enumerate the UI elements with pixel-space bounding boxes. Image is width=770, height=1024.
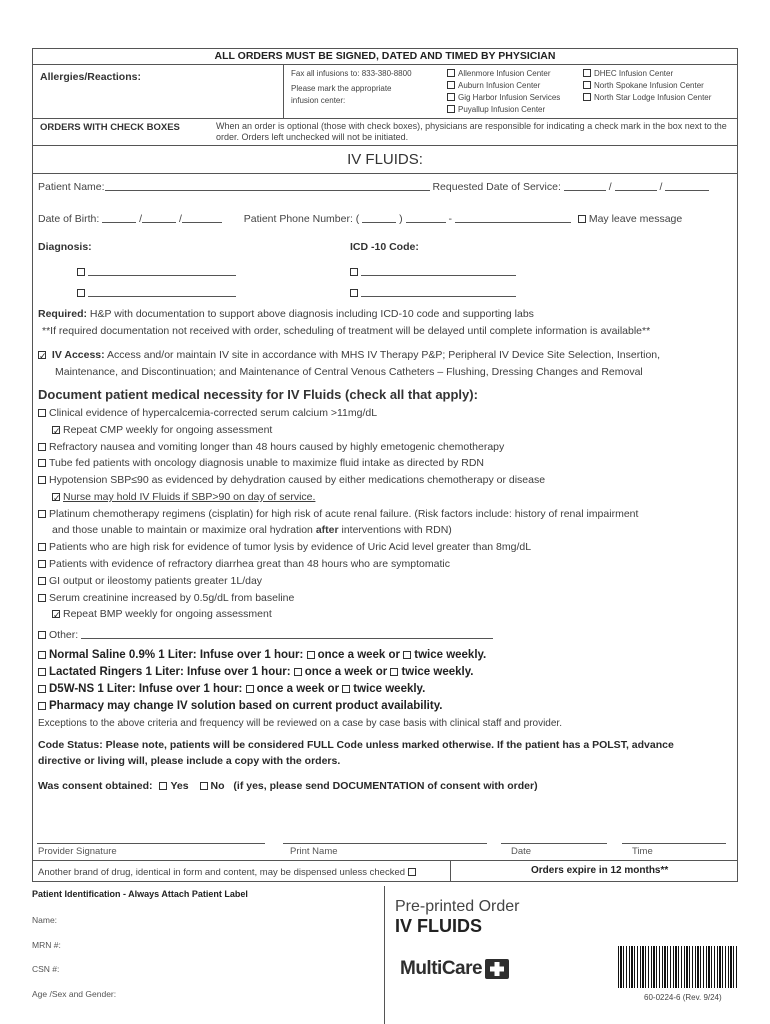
date-year-field[interactable] — [665, 181, 709, 191]
logo-icon — [485, 958, 509, 980]
frequency-label: once a week or — [256, 683, 340, 695]
icd-line[interactable] — [350, 283, 516, 301]
provider-signature-line[interactable] — [37, 843, 265, 844]
code-status-2: directive or living will, please include a copy with the orders. — [38, 755, 341, 767]
consent-yes-label: Yes — [170, 780, 189, 792]
fax-text: Fax all infusions to: 833-380-8800 — [291, 69, 412, 78]
time-label: Time — [632, 846, 653, 857]
dob-day-field[interactable] — [142, 213, 176, 223]
criterion-label: Patients who are high risk for evidence of tumor lysis by evidence of Uric Acid level greater than 8mg/dL — [49, 541, 532, 553]
patient-field-mrn: MRN #: — [32, 940, 61, 950]
date-line[interactable] — [501, 843, 607, 844]
criterion[interactable] — [38, 472, 545, 489]
checkbox[interactable] — [38, 631, 46, 639]
criterion-label: Tube fed patients with oncology diagnosis unable to maximize fluid intake as directed by RDN — [49, 457, 485, 469]
phone-prefix-field[interactable] — [406, 213, 446, 223]
checkbox[interactable] — [390, 668, 398, 676]
criterion-label: Refractory nausea and vomiting longer than 48 hours caused by highly emetogenic chemotherapy — [49, 441, 505, 453]
barcode — [618, 946, 738, 988]
fluid-label: Normal Saline 0.9% 1 Liter: Infuse over 1 hour: — [49, 649, 304, 661]
diagnosis-field[interactable] — [88, 287, 236, 297]
center-option[interactable] — [447, 68, 560, 80]
icd-line[interactable] — [350, 262, 516, 280]
checkbox[interactable] — [403, 651, 411, 659]
checkbox[interactable] — [52, 493, 60, 501]
form-header: ALL ORDERS MUST BE SIGNED, DATED AND TIMED BY PHYSICIAN — [32, 48, 738, 65]
orders-checkbox-note: When an order is optional (those with check boxes), physicians are responsible for indicating a check mark in the box next to the order. Orders left unchecked will not be initiated. — [216, 121, 727, 142]
logo-text: MultiCare — [400, 958, 483, 979]
required-row — [38, 306, 534, 323]
orders-checkbox-label: ORDERS WITH CHECK BOXES — [40, 122, 180, 133]
checkbox[interactable] — [38, 594, 46, 602]
criterion-label: Platinum chemotherapy regimens (cisplatin) for high risk of acute renal failure. (Risk factors include: history of renal impairment — [49, 508, 639, 520]
required-label: Required: — [38, 308, 88, 320]
icd-field[interactable] — [361, 266, 516, 276]
necessity-title: Document patient medical necessity for IV Fluids (check all that apply): — [38, 387, 478, 402]
date-month-field[interactable] — [564, 181, 606, 191]
fluid-option[interactable] — [38, 649, 486, 661]
phone-label: Patient Phone Number: — [243, 213, 353, 225]
checkbox[interactable] — [38, 543, 46, 551]
checkbox[interactable] — [38, 510, 46, 518]
checkbox[interactable] — [38, 409, 46, 417]
criterion-label: GI output or ileostomy patients greater 1L/day — [49, 575, 263, 587]
divider — [32, 145, 738, 146]
center-label: North Spokane Infusion Center — [594, 81, 704, 90]
multicare-logo — [400, 958, 509, 980]
criterion[interactable] — [38, 590, 294, 607]
fluid-option[interactable] — [38, 666, 473, 678]
generic-row — [38, 867, 419, 878]
checkbox[interactable] — [38, 443, 46, 451]
criterion-label: Patients with evidence of refractory diarrhea great than 48 hours who are symptomatic — [49, 558, 450, 570]
patient-field-csn: CSN #: — [32, 964, 60, 974]
checkbox[interactable] — [447, 105, 455, 113]
center-label: DHEC Infusion Center — [594, 69, 674, 78]
center-label: Allenmore Infusion Center — [458, 69, 551, 78]
exceptions-text: Exceptions to the above criteria and frequency will be reviewed on a case by case basis with clinical staff and provider. — [38, 718, 562, 729]
checkbox[interactable] — [307, 651, 315, 659]
phone-area-field[interactable] — [362, 213, 396, 223]
time-line[interactable] — [622, 843, 726, 844]
criterion[interactable] — [38, 556, 450, 573]
frequency-label: twice weekly. — [414, 649, 487, 661]
patient-name-label: Patient Name: — [38, 181, 105, 193]
phone-line-field[interactable] — [455, 213, 571, 223]
expire-text: Orders expire in 12 months** — [531, 865, 669, 876]
icd-label: ICD -10 Code: — [350, 241, 419, 253]
criterion-sub[interactable] — [52, 422, 272, 439]
infusion-centers-col1 — [447, 68, 560, 116]
criterion-label: Repeat CMP weekly for ongoing assessment — [63, 424, 273, 436]
checkbox[interactable] — [38, 668, 46, 676]
dob-label: Date of Birth: — [38, 213, 100, 225]
preprinted-label: Pre-printed Order — [395, 898, 520, 915]
checkbox[interactable] — [77, 268, 85, 276]
criterion[interactable] — [38, 405, 377, 422]
iv-access-label: IV Access: — [51, 349, 105, 361]
criterion[interactable] — [38, 539, 531, 556]
divider — [384, 886, 385, 1024]
center-label: Auburn Infusion Center — [458, 81, 541, 90]
consent-no-label: No — [210, 780, 225, 792]
fluid-option[interactable] — [38, 700, 442, 712]
frequency-label: twice weekly. — [401, 666, 474, 678]
form-number: 60-0224-6 (Rev. 9/24) — [644, 993, 722, 1002]
checkbox[interactable] — [38, 651, 46, 659]
other-field[interactable] — [81, 629, 493, 639]
diagnosis-field[interactable] — [88, 266, 236, 276]
frequency-label: once a week or — [304, 666, 388, 678]
criterion-emphasis: after — [315, 524, 339, 536]
divider — [32, 118, 738, 119]
diagnosis-line[interactable] — [77, 283, 236, 301]
print-name-line[interactable] — [283, 843, 487, 844]
checkbox[interactable] — [38, 577, 46, 585]
generic-checkbox[interactable] — [408, 868, 416, 876]
consent-yes-checkbox[interactable] — [159, 782, 167, 790]
checkbox[interactable] — [447, 69, 455, 77]
patient-field-age: Age /Sex and Gender: — [32, 989, 117, 999]
center-label: Gig Harbor Infusion Services — [458, 93, 561, 102]
code-status-1: Code Status: Please note, patients will be considered FULL Code unless marked otherwise. If the patient has a POLST, advance — [38, 739, 674, 751]
criterion-cont — [52, 522, 452, 539]
patient-id-title: Patient Identification - Always Attach Patient Label — [32, 889, 248, 899]
checkbox[interactable] — [52, 426, 60, 434]
patient-field-name: Name: — [32, 915, 58, 925]
divider — [32, 860, 738, 861]
checkbox[interactable] — [38, 459, 46, 467]
criterion[interactable] — [38, 573, 262, 590]
checkbox[interactable] — [342, 685, 350, 693]
center-label: Puyallup Infusion Center — [458, 105, 546, 114]
criterion-sub[interactable] — [52, 489, 315, 506]
iv-access-text: Access and/or maintain IV site in accordance with MHS IV Therapy P&P; Peripheral IV Device Site Selection, Insertion, — [104, 349, 661, 361]
patient-name-row: Patient Name: Requested Date of Service: / / — [38, 181, 709, 193]
diagnosis-line[interactable] — [77, 262, 236, 280]
criterion[interactable] — [38, 439, 504, 456]
fluid-label: D5W-NS 1 Liter: Infuse over 1 hour: — [49, 683, 243, 695]
checkbox[interactable] — [447, 93, 455, 101]
consent-row — [38, 780, 538, 792]
frequency-label: once a week or — [317, 649, 401, 661]
fluid-label: Pharmacy may change IV solution based on current product availability. — [49, 700, 443, 712]
checkbox[interactable] — [38, 560, 46, 568]
criterion-label: Clinical evidence of hypercalcemia-corrected serum calcium >11mg/dL — [49, 407, 378, 419]
section-title: IV FLUIDS: — [347, 151, 423, 168]
required-text: H&P with documentation to support above diagnosis including ICD-10 code and supporting labs — [87, 308, 534, 320]
date-label: Date — [511, 846, 532, 857]
allergies-label: Allergies/Reactions: — [40, 71, 141, 83]
iv-access-checkbox[interactable] — [38, 351, 46, 359]
checkbox[interactable] — [583, 69, 591, 77]
checkbox[interactable] — [77, 289, 85, 297]
may-leave-message-label: May leave message — [588, 213, 683, 225]
divider — [283, 65, 284, 118]
icd-field[interactable] — [361, 287, 516, 297]
date-day-field[interactable] — [615, 181, 657, 191]
dob-row: Date of Birth: / / Patient Phone Number: ( ) - May leave message — [38, 213, 683, 225]
infusion-centers-col2 — [583, 68, 711, 104]
checkbox[interactable] — [447, 81, 455, 89]
form-title: IV FLUIDS — [395, 916, 483, 936]
center-option[interactable] — [583, 80, 711, 92]
provider-signature-label: Provider Signature — [38, 846, 117, 857]
criterion-label: Hypotension SBP≤90 as evidenced by dehydration caused by either medications chemotherapy or disease — [49, 474, 546, 486]
center-option[interactable] — [447, 104, 560, 116]
may-leave-message-checkbox[interactable] — [578, 215, 586, 223]
diagnosis-label: Diagnosis: — [38, 241, 92, 253]
divider — [450, 860, 451, 882]
iv-access-row — [38, 347, 660, 364]
criterion-text: and those unable to maintain or maximize oral hydration — [52, 524, 316, 536]
consent-note: (if yes, please send DOCUMENTATION of consent with order) — [233, 780, 538, 792]
requested-date-label: Requested Date of Service: — [432, 181, 561, 193]
checkbox[interactable] — [350, 268, 358, 276]
criterion[interactable] — [38, 455, 484, 472]
checkbox[interactable] — [294, 668, 302, 676]
checkbox[interactable] — [246, 685, 254, 693]
iv-access-text-cont: Maintenance, and Discontinuation; and Maintenance of Central Venous Catheters – Flushing, Dressing Changes and Removal — [55, 366, 643, 378]
criterion-label: Nurse may hold IV Fluids if SBP>90 on day of service. — [63, 491, 316, 503]
checkbox[interactable] — [38, 476, 46, 484]
fluid-option[interactable] — [38, 683, 425, 695]
divider — [32, 173, 738, 174]
print-name-label: Print Name — [290, 846, 338, 857]
checkbox[interactable] — [52, 610, 60, 618]
criterion-other[interactable] — [38, 627, 493, 644]
checkbox[interactable] — [583, 93, 591, 101]
dob-year-field[interactable] — [182, 213, 222, 223]
consent-no-checkbox[interactable] — [200, 782, 208, 790]
center-option[interactable] — [447, 92, 560, 104]
center-option[interactable] — [583, 92, 711, 104]
frequency-label: twice weekly. — [353, 683, 426, 695]
center-option[interactable] — [447, 80, 560, 92]
center-label: North Star Lodge Infusion Center — [594, 93, 712, 102]
patient-name-field[interactable] — [105, 181, 430, 191]
checkbox[interactable] — [350, 289, 358, 297]
criterion-label: Repeat BMP weekly for ongoing assessment — [63, 608, 272, 620]
checkbox[interactable] — [583, 81, 591, 89]
fluid-label: Lactated Ringers 1 Liter: Infuse over 1 hour: — [49, 666, 291, 678]
criterion-sub[interactable] — [52, 606, 272, 623]
generic-text: Another brand of drug, identical in form and content, may be dispensed unless checked — [38, 867, 406, 878]
dob-month-field[interactable] — [102, 213, 136, 223]
checkbox[interactable] — [38, 685, 46, 693]
criterion[interactable] — [38, 506, 638, 523]
consent-label: Was consent obtained: — [38, 780, 153, 792]
criterion-label: Other: — [49, 629, 79, 641]
criterion-label: Serum creatinine increased by 0.5g/dL from baseline — [49, 592, 295, 604]
center-option[interactable] — [583, 68, 711, 80]
criterion-text: interventions with RDN) — [338, 524, 452, 536]
fax-note: Please mark the appropriate infusion center: — [291, 84, 392, 105]
checkbox[interactable] — [38, 702, 46, 710]
required-note: **If required documentation not received with order, scheduling of treatment will be delayed until complete information is available** — [42, 325, 651, 337]
